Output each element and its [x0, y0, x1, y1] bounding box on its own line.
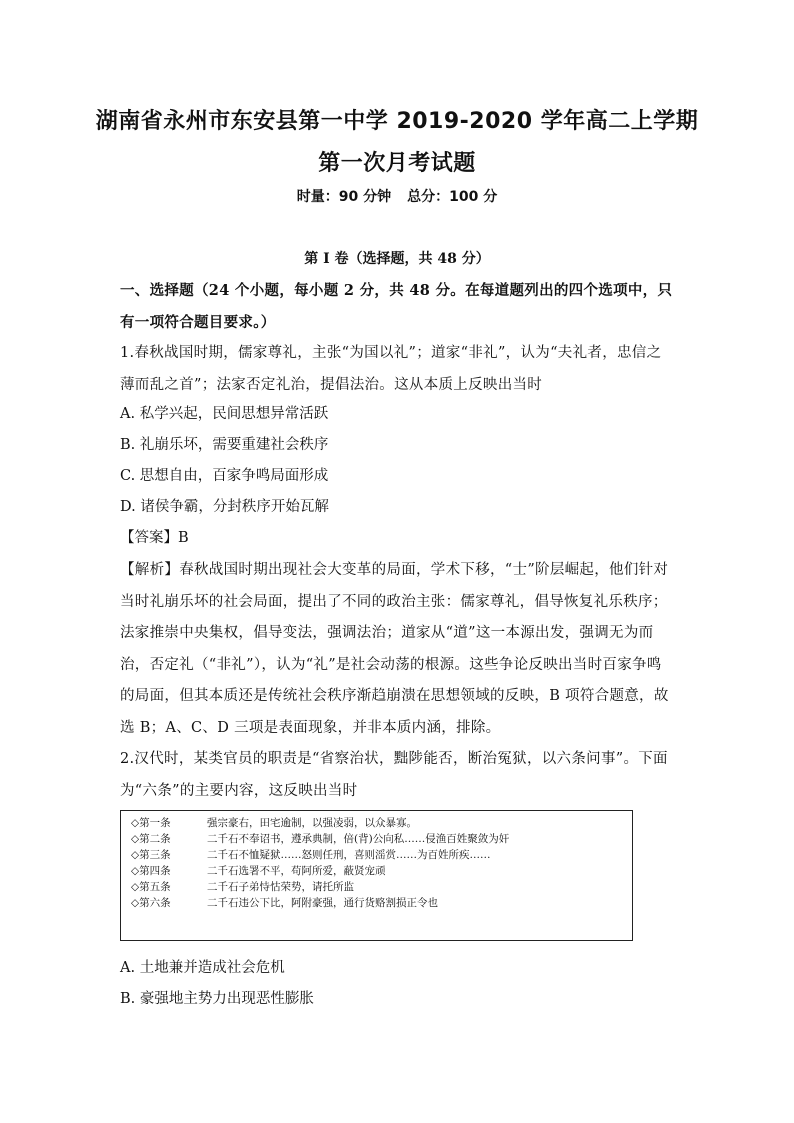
q1-option-b: B. 礼崩乐坏，需要重建社会秩序: [120, 437, 329, 453]
section-instructions: 一、选择题（24 个小题，每小题 2 分，共 48 分。在每道题列出的四个选项中，只有一项符合题目要求。）: [120, 282, 673, 331]
q1-option-a: A. 私学兴起，民间思想异常活跃: [120, 406, 329, 422]
table-key: ◇第一条: [131, 817, 171, 829]
table-key: ◇第二条: [131, 833, 171, 845]
table-key: ◇第三条: [131, 849, 171, 861]
q1-stem: 1.春秋战国时期，儒家尊礼，主张“为国以礼”；道家“非礼”，认为“夫礼者，忠信之薄而乱之首”；法家否定礼治，提倡法治。这从本质上反映出当时: [120, 345, 662, 393]
q1-answer: 【答案】B: [120, 530, 189, 546]
table-row: [131, 848, 491, 862]
q1-analysis: [120, 555, 676, 744]
table-row: [131, 816, 417, 830]
time-limit: 时量：90 分钟: [296, 189, 392, 205]
exam-title-line2: 第一次月考试题: [318, 151, 476, 176]
table-text: 二千石选署不平，苟阿所爱，蔽贤宠顽: [207, 865, 386, 877]
table-key: ◇第四条: [131, 865, 171, 877]
table-key: ◇第五条: [131, 881, 171, 893]
q1-option-d: D. 诸侯争霸，分封秩序开始瓦解: [120, 499, 329, 515]
total-score: 总分：100 分: [407, 189, 498, 205]
table-row: [131, 864, 386, 878]
analysis-label: 【解析】: [120, 562, 180, 578]
table-row: [131, 896, 438, 910]
table-text: 二千石不奉诏书，遵承典制，倍(背)公向私……侵渔百姓聚敛为奸: [207, 833, 510, 845]
q2-stem: 2.汉代时，某类官员的职责是“省察治状，黜陟能否，断治冤狱，以六条问事”。下面为“六条”的主要内容，这反映出当时: [120, 751, 668, 799]
table-key: ◇第六条: [131, 897, 171, 909]
table-text: 强宗豪右，田宅逾制，以强凌弱，以众暴寡。: [207, 817, 417, 829]
q2-option-b: B. 豪强地主势力出现恶性膨胀: [120, 991, 314, 1007]
table-text: 二千石不恤疑狱……怒则任刑，喜则滛赏……为百姓所疾……: [207, 849, 491, 861]
q1-option-c: C. 思想自由，百家争鸣局面形成: [120, 468, 329, 484]
analysis-text: 春秋战国时期出现社会大变革的局面，学术下移，“士”阶层崛起，他们针对当时礼崩乐坏的社会局面，提出了不同的政治主张：儒家尊礼，倡导恢复礼乐秩序；法家推崇中央集权，倡导变法，强调法治；道家从“道”这一本源出发，强调无为而治，否定礼（“非礼”），认为“礼”是社会动荡的根源。这些争论反映出当时百家争鸣的局面，但其本质还是传统社会秩序渐趋崩溃在思想领域的反映，B 项符合题意，故选 B；A、C、D 三项是表面现象，并非本质内涵，排除。: [120, 562, 669, 736]
table-row: [131, 832, 509, 846]
section-heading: 第 I 卷（选择题，共 48 分）: [304, 251, 490, 267]
table-text: 二千石子弟恃怙荣势，请托所监: [207, 881, 354, 893]
q2-option-a: A. 土地兼并造成社会危机: [120, 960, 285, 976]
table-text: 二千石违公下比，阿附豪强，通行货赂割损正令也: [207, 897, 438, 909]
exam-title-line1: 湖南省永州市东安县第一中学 2019-2020 学年高二上学期: [95, 109, 699, 134]
table-row: [131, 880, 354, 894]
exam-meta: [0, 186, 794, 206]
six-articles-table: [120, 810, 633, 941]
